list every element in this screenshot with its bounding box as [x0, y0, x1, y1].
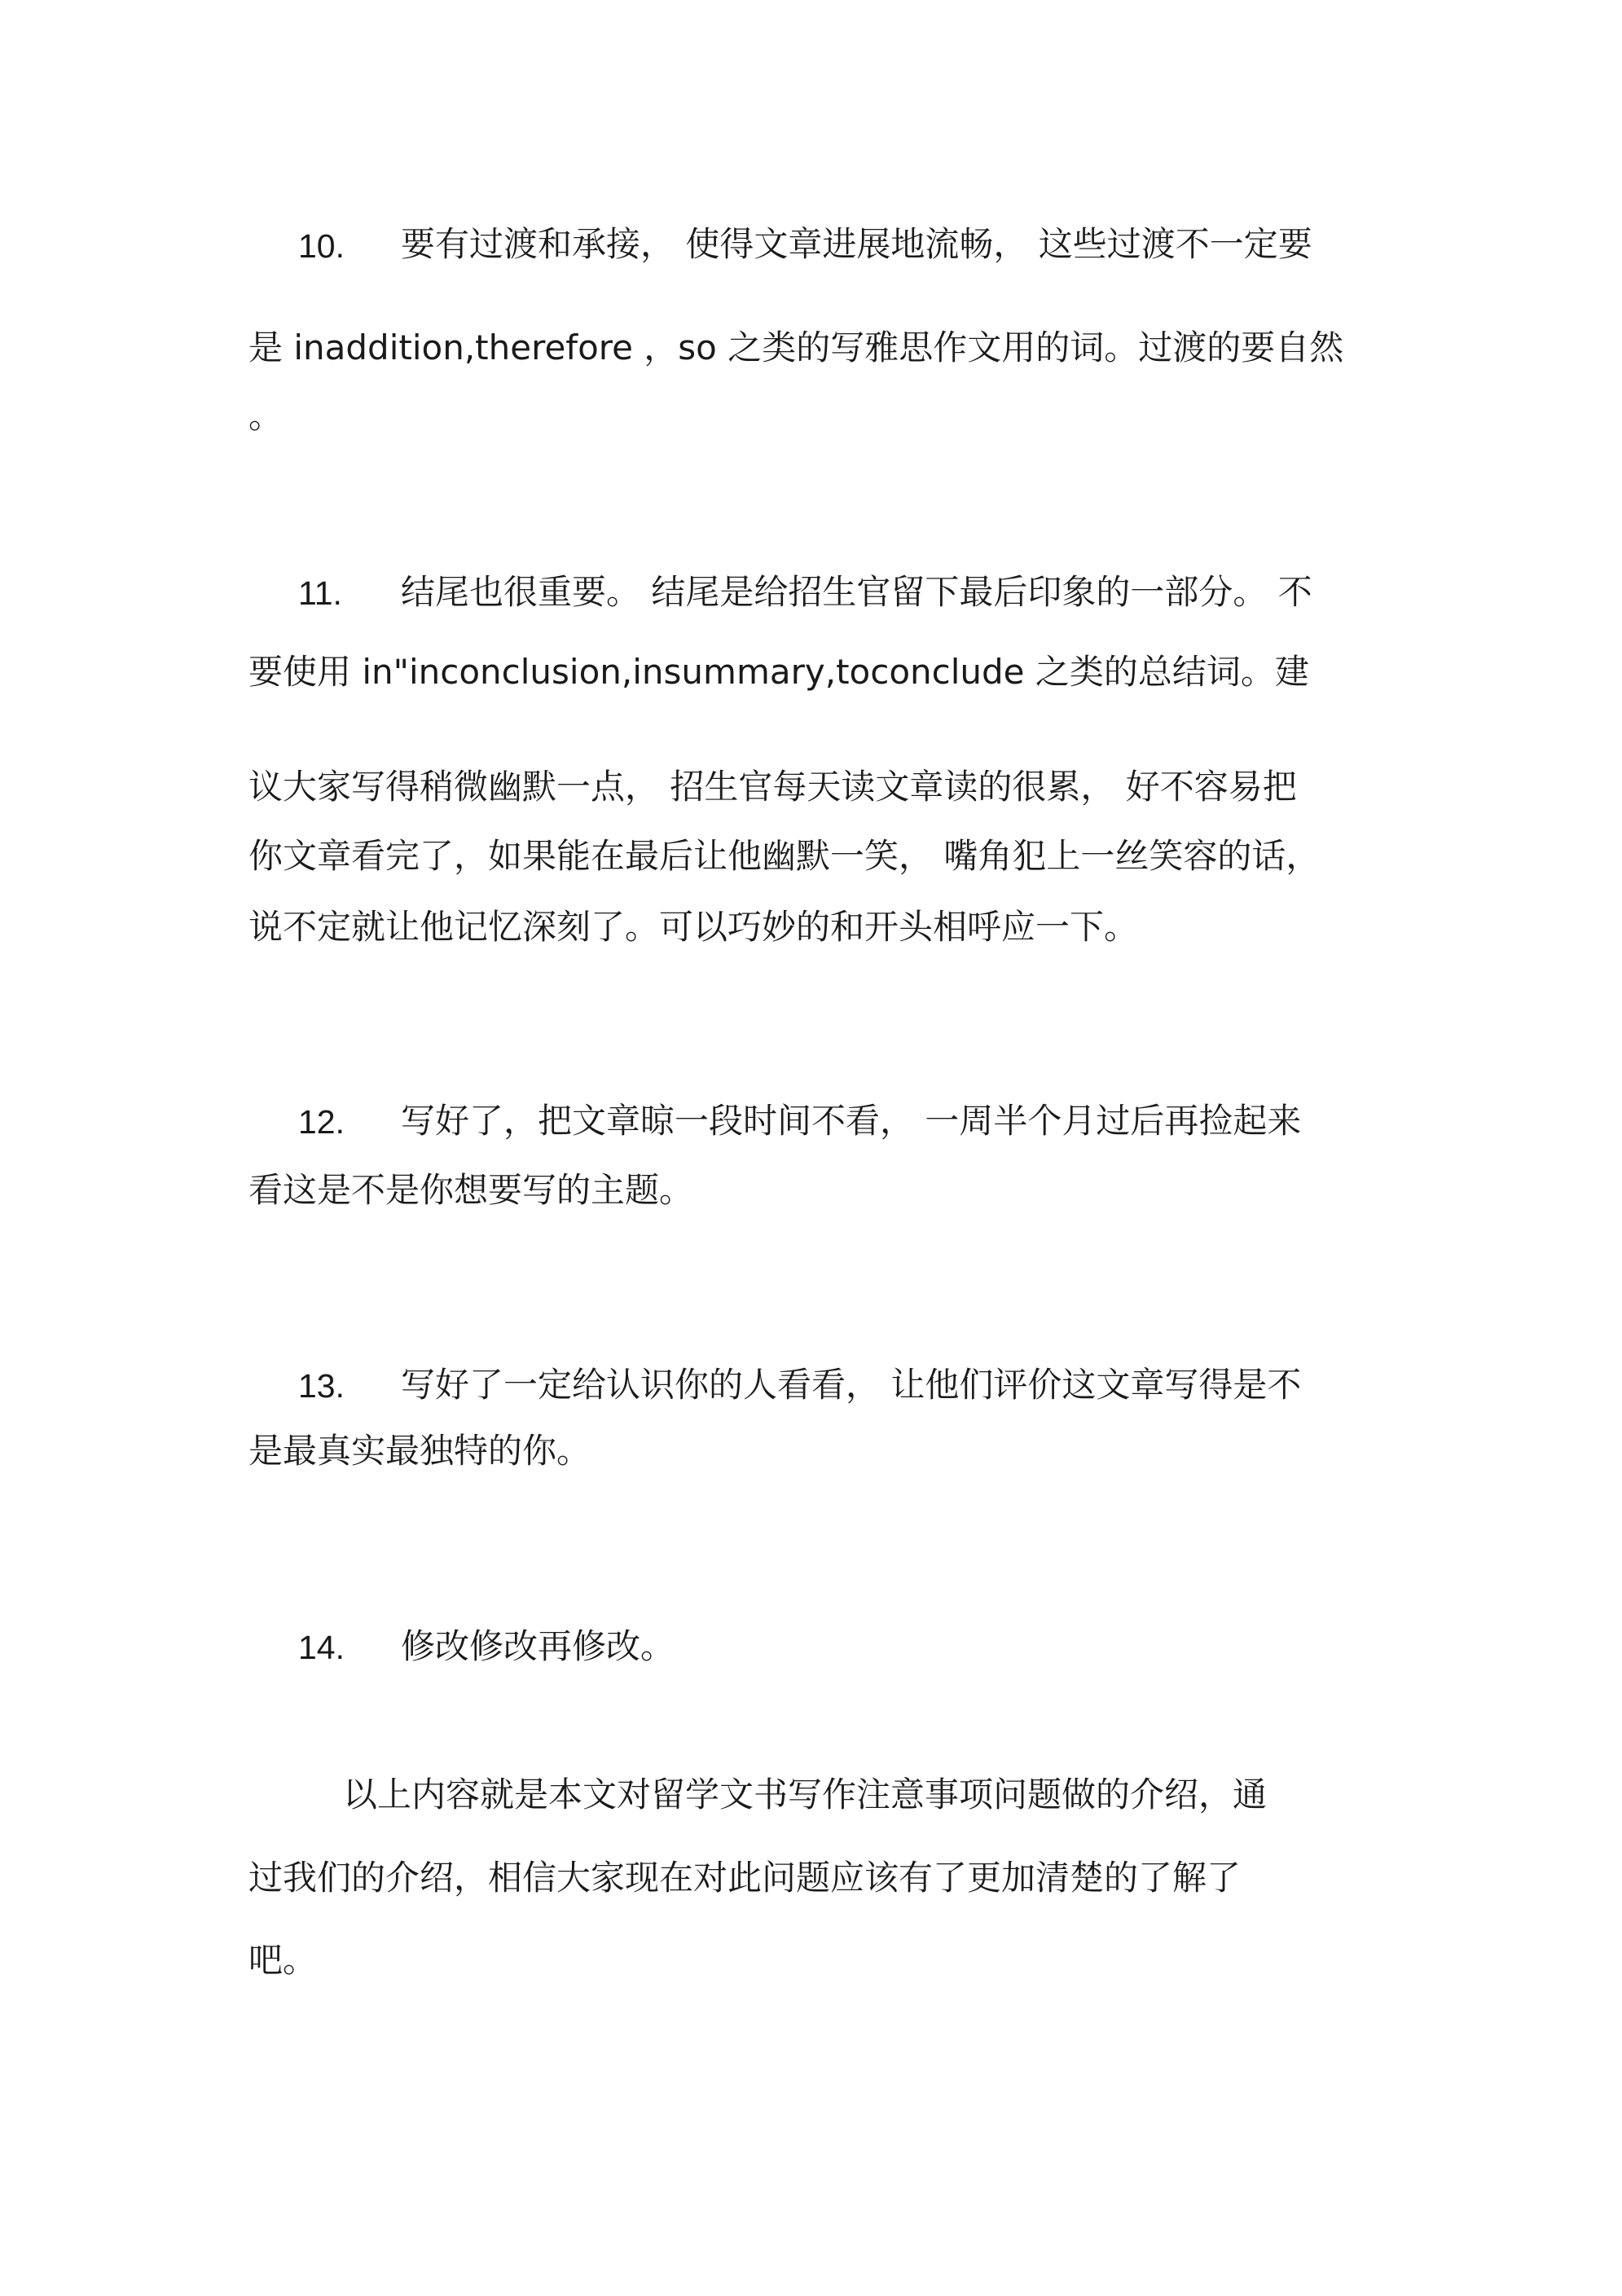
conclusion-text-line: 以上内容就是本文对留学文书写作注意事项问题做的介绍，通: [343, 1775, 1268, 1814]
item-number: 11.: [298, 574, 342, 612]
item-text-line: 说不定就让他记忆深刻了。可以巧妙的和开头相呼应一下。: [248, 907, 1139, 947]
item-text-line: 结尾也很重要。 结尾是给招生官留下最后印象的一部分。 不: [401, 572, 1312, 612]
item-number: 12.: [298, 1103, 345, 1141]
item-text-line: 写好了，把文章晾一段时间不看， 一周半个月过后再捡起来: [401, 1101, 1302, 1141]
item-text-line: 议大家写得稍微幽默一点， 招生官每天读文章读的很累， 好不容易把: [248, 767, 1297, 807]
item-text-line: 是 inaddition,therefore ，so 之类的写雅思作文用的词。过渡的要自然: [248, 328, 1344, 367]
conclusion-text-line: 吧。: [248, 1940, 318, 1980]
item-text-line: 要有过渡和承接， 使得文章进展地流畅， 这些过渡不一定要: [401, 224, 1312, 264]
item-text-line: 看这是不是你想要写的主题。: [248, 1170, 694, 1210]
item-text-line: 写好了一定给认识你的人看看， 让他们评价这文章写得是不: [401, 1365, 1302, 1405]
conclusion-text-line: 过我们的介绍，相信大家现在对此问题应该有了更加清楚的了解了: [248, 1858, 1242, 1898]
item-text-line: 你文章看完了，如果能在最后让他幽默一笑， 嘴角犯上一丝笑容的话，: [248, 836, 1321, 876]
item-number: 14.: [298, 1629, 345, 1666]
item-text-line: 。: [248, 396, 284, 436]
item-number: 13.: [298, 1367, 345, 1405]
item-number: 10.: [298, 227, 345, 265]
item-text-line: 要使用 in"inconclusion,insummary,toconclude 之类的总结词。建: [248, 652, 1309, 692]
item-text-line: 修改修改再修改。: [401, 1626, 675, 1666]
item-text-line: 是最真实最独特的你。: [248, 1431, 591, 1471]
